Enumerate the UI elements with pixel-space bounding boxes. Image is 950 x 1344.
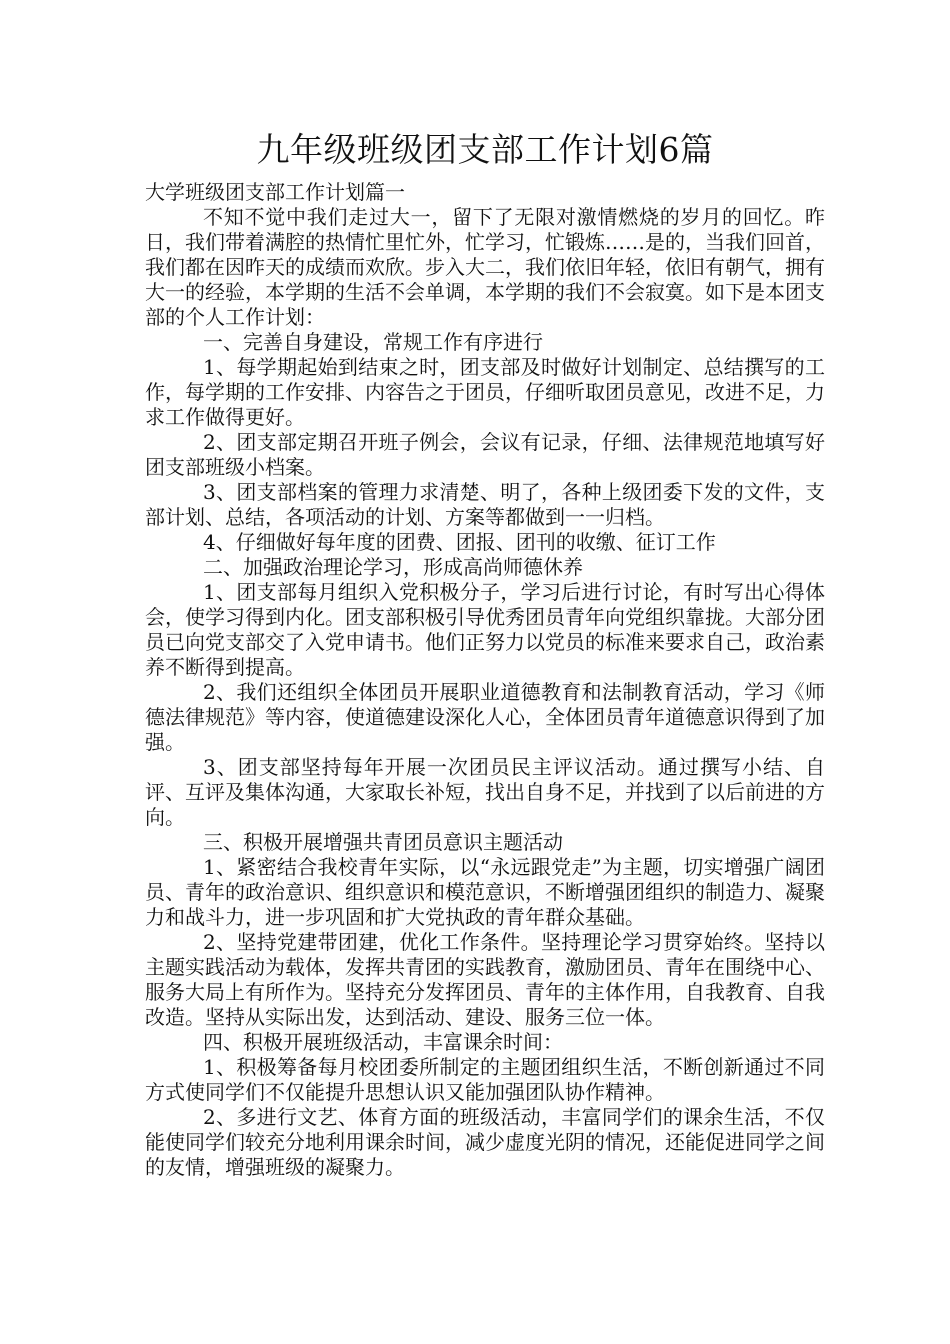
section-heading: 二、加强政治理论学习，形成高尚师德休养 [203,555,583,579]
paragraph: 1、团支部每月组织入党积极分子，学习后进行讨论，有时写出心得体会，使学习得到内化。团支部积极引导优秀团员青年向党组织靠拢。大部分团员已向党支部交了入党申请书。他们正努力以党员的标准来要求自己，政治素养不断得到提高。 [145,580,825,679]
section-heading: 四、积极开展班级活动，丰富课余时间： [203,1030,563,1054]
paragraph: 1、积极筹备每月校团委所制定的主题团组织生活，不断创新通过不同方式使同学们不仅能提升思想认识又能加强团队协作精神。 [145,1055,825,1104]
document-page [145,120,825,1180]
paragraph: 3、团支部坚持每年开展一次团员民主评议活动。通过撰写小结、自评、互评及集体沟通，大家取长补短，找出自身不足，并找到了以后前进的方向。 [145,755,825,829]
paragraph: 1、每学期起始到结束之时，团支部及时做好计划制定、总结撰写的工作，每学期的工作安排、内容告之于团员，仔细听取团员意见，改进不足，力求工作做得更好。 [145,355,825,429]
paragraph: 2、多进行文艺、体育方面的班级活动，丰富同学们的课余生活，不仅能使同学们较充分地利用课余时间，减少虚度光阴的情况，还能促进同学之间的友情，增强班级的凝聚力。 [145,1105,825,1179]
section-heading: 三、积极开展增强共青团员意识主题活动 [203,830,563,854]
paragraph: 2、团支部定期召开班子例会，会议有记录，仔细、法律规范地填写好团支部班级小档案。 [145,430,825,479]
paragraph: 1、紧密结合我校青年实际，以“永远跟党走”为主题，切实增强广阔团员、青年的政治意识、组织意识和模范意识，不断增强团组织的制造力、凝聚力和战斗力，进一步巩固和扩大党执政的青年群众基础。 [145,855,825,929]
document-subtitle: 大学班级团支部工作计划篇一 [145,180,405,204]
paragraph: 不知不觉中我们走过大一，留下了无限对激情燃烧的岁月的回忆。昨日，我们带着满腔的热情忙里忙外，忙学习，忙锻炼……是的，当我们回首，我们都在因昨天的成绩而欢欣。步入大二，我们依旧年轻，依旧有朝气，拥有大一的经验，本学期的生活不会单调，本学期的我们不会寂寞。如下是本团支部的个人工作计划： [145,205,825,329]
paragraph: 2、我们还组织全体团员开展职业道德教育和法制教育活动，学习《师德法律规范》等内容，使道德建设深化人心，全体团员青年道德意识得到了加强。 [145,680,825,754]
document-body [145,205,825,1180]
paragraph: 3、团支部档案的管理力求清楚、明了，各种上级团委下发的文件，支部计划、总结，各项活动的计划、方案等都做到一一归档。 [145,480,825,529]
document-title: 九年级班级团支部工作计划6篇 [256,130,714,169]
paragraph: 4、仔细做好每年度的团费、团报、团刊的收缴、征订工作 [203,530,716,554]
paragraph: 2、坚持党建带团建，优化工作条件。坚持理论学习贯穿始终。坚持以主题实践活动为载体，发挥共青团的实践教育，激励团员、青年在围绕中心、服务大局上有所作为。坚持充分发挥团员、青年的主体作用，自我教育、自我改造。坚持从实际出发，达到活动、建设、服务三位一体。 [145,930,825,1029]
section-heading: 一、完善自身建设，常规工作有序进行 [203,330,543,354]
